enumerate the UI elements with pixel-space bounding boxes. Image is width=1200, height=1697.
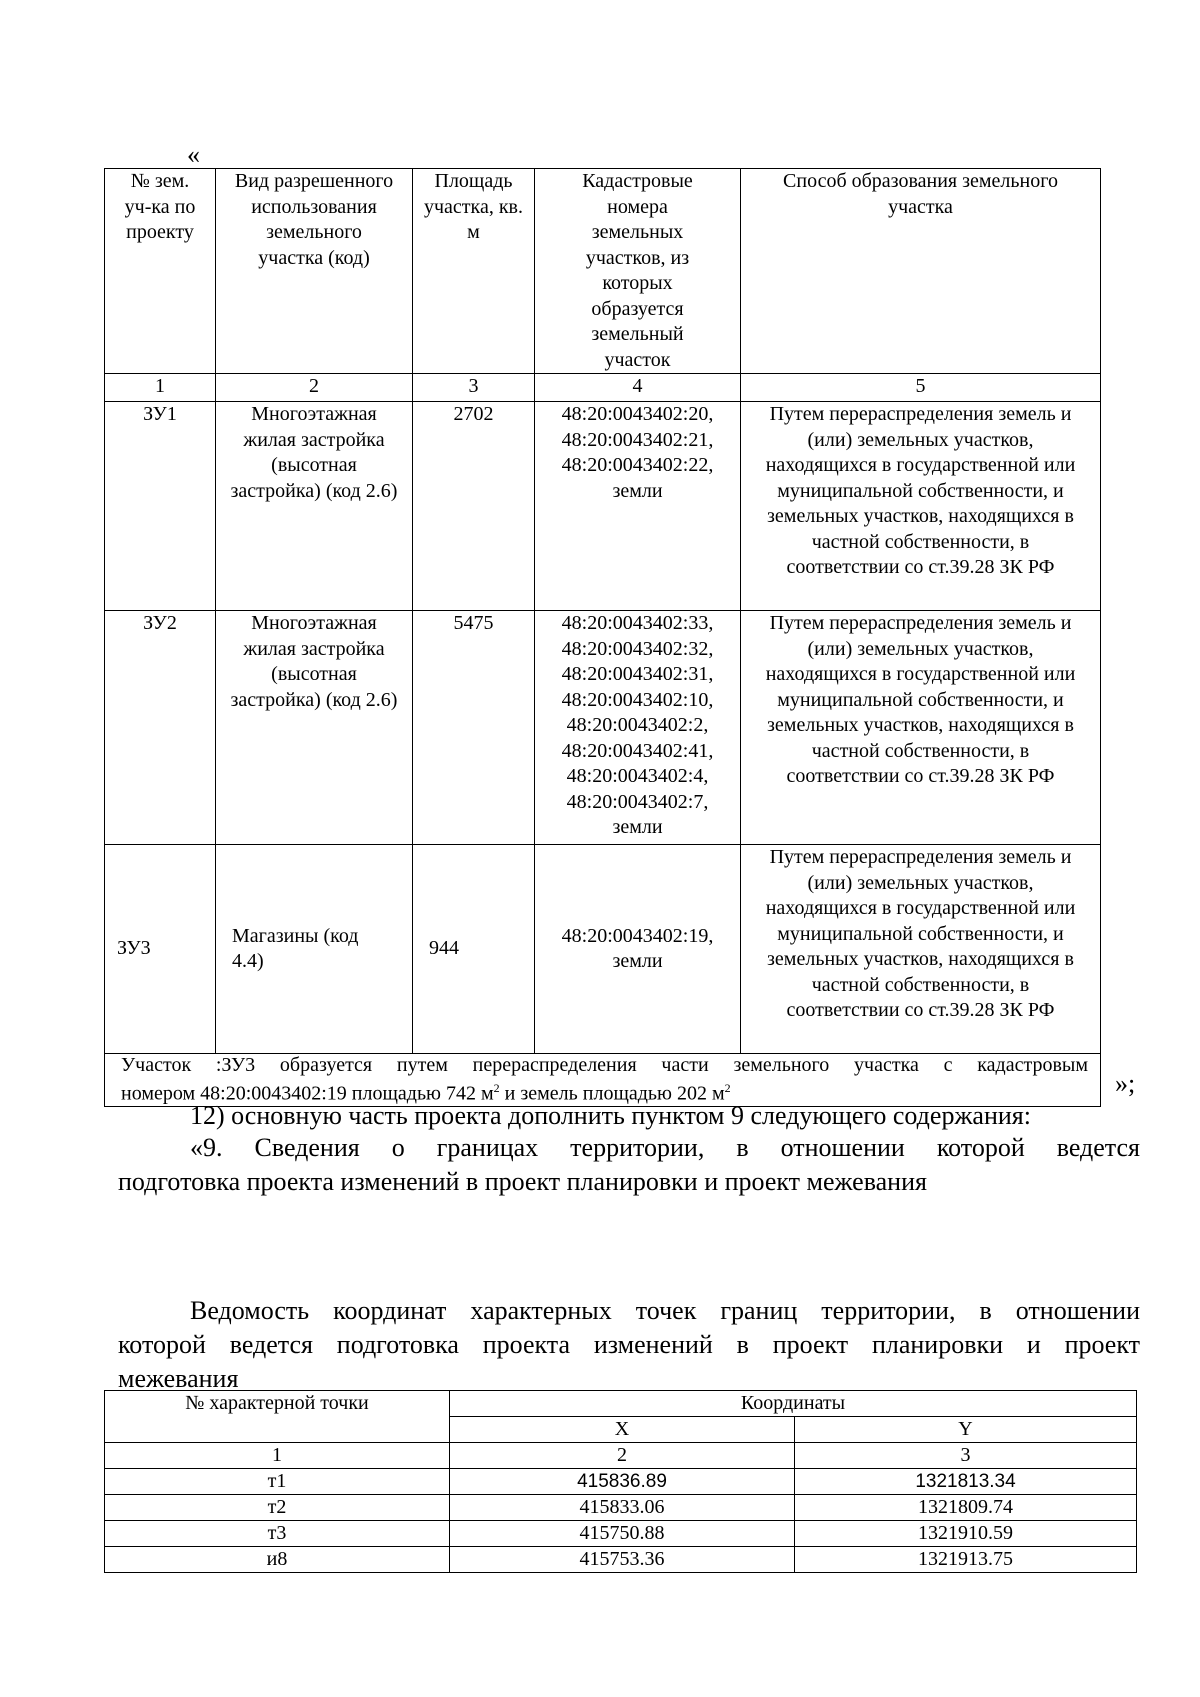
coord-y: 1321813.34 <box>795 1469 1137 1495</box>
col-number: 4 <box>535 374 741 402</box>
point-id: т1 <box>105 1469 450 1495</box>
header-plot-number: № зем. уч-ка по проекту <box>105 169 216 374</box>
permitted-use: Многоэтажная жилая застройка (высотная застройка) (код 2.6) <box>216 611 413 845</box>
plot-area: 5475 <box>413 611 535 845</box>
col-number: 3 <box>413 374 535 402</box>
col-number: 2 <box>216 374 413 402</box>
paragraph-9-line-2: подготовка проекта изменений в проект планировки и проект межевания <box>118 1167 927 1196</box>
point-id: и8 <box>105 1547 450 1573</box>
coordinates-heading-line-1: Ведомость координат характерных точек границ территории, в отношении <box>190 1296 1140 1325</box>
permitted-use: Многоэтажная жилая застройка (высотная застройка) (код 2.6) <box>216 402 413 611</box>
coord-y: 1321910.59 <box>795 1521 1137 1547</box>
coordinates-heading-line-2: которой ведется подготовка проекта изменений в проект планировки и проект <box>118 1330 1140 1359</box>
header-permitted-use: Вид разрешенного использования земельного участка (код) <box>216 169 413 374</box>
table-row <box>105 1495 1137 1521</box>
paragraph-9-line-1: «9. Сведения о границах территории, в отношении которой ведется <box>190 1133 1140 1162</box>
col-number: 2 <box>450 1443 795 1469</box>
paragraph-12: 12) основную часть проекта дополнить пунктом 9 следующего содержания: <box>190 1101 1031 1130</box>
col-number: 5 <box>741 374 1101 402</box>
plot-id: ЗУ2 <box>105 611 216 845</box>
cadastral-numbers: 48:20:0043402:20, 48:20:0043402:21, 48:20:0043402:22, земли <box>535 402 741 611</box>
coordinates-heading <box>118 1294 1140 1396</box>
coordinates-header-row <box>105 1391 1137 1417</box>
plot-area: 944 <box>413 845 535 1054</box>
formation-method: Путем перераспределения земель и (или) земельных участков, находящихся в государственной или муниципальной собственности, и земельных участков, находящихся в частной собственности, в соответствии со ст.39.28 ЗК РФ <box>741 611 1101 845</box>
column-number-row <box>105 374 1101 402</box>
cadastral-numbers: 48:20:0043402:19, земли <box>535 845 741 1054</box>
formation-method: Путем перераспределения земель и (или) земельных участков, находящихся в государственной или муниципальной собственности, и земельных участков, находящихся в частной собственности, в соответствии со ст.39.28 ЗК РФ <box>741 845 1101 1054</box>
col-number: 1 <box>105 374 216 402</box>
point-id: т3 <box>105 1521 450 1547</box>
header-cadastral-numbers: Кадастровые номера земельных участков, из которых образуется земельный участок <box>535 169 741 374</box>
coord-y: 1321809.74 <box>795 1495 1137 1521</box>
header-area: Площадь участка, кв. м <box>413 169 535 374</box>
table-row <box>105 845 1101 1054</box>
header-y: Y <box>795 1417 1137 1443</box>
header-formation-method: Способ образования земельного участка <box>741 169 1101 374</box>
table-header-row <box>105 169 1101 374</box>
plot-id: ЗУ1 <box>105 402 216 611</box>
note-line-1: Участок :ЗУ3 образуется путем перераспределения части земельного участка с кадастровым <box>121 1054 1088 1076</box>
table-row <box>105 611 1101 845</box>
coord-x: 415833.06 <box>450 1495 795 1521</box>
opening-quote: « <box>187 140 200 169</box>
paragraph-9 <box>118 1131 1140 1199</box>
table-row <box>105 402 1101 611</box>
point-id: т2 <box>105 1495 450 1521</box>
coordinates-heading-line-3: межевания <box>118 1364 239 1393</box>
formation-method: Путем перераспределения земель и (или) земельных участков, находящихся в государственной или муниципальной собственности, и земельных участков, находящихся в частной собственности, в соответствии со ст.39.28 ЗК РФ <box>741 402 1101 611</box>
plot-area: 2702 <box>413 402 535 611</box>
header-point-number: № характерной точки <box>105 1391 450 1443</box>
note-line-2: номером 48:20:0043402:19 площадью 742 $м^2$ и земель площадью 202 $м^2$ <box>121 1081 731 1105</box>
permitted-use: Магазины (код 4.4) <box>216 845 413 1054</box>
plot-id: ЗУ3 <box>105 845 216 1054</box>
coord-x: 415750.88 <box>450 1521 795 1547</box>
coord-x: 415753.36 <box>450 1547 795 1573</box>
coord-y: 1321913.75 <box>795 1547 1137 1573</box>
table-row <box>105 1469 1137 1495</box>
closing-quote: »; <box>1115 1069 1136 1098</box>
col-number: 1 <box>105 1443 450 1469</box>
col-number: 3 <box>795 1443 1137 1469</box>
header-coordinates: Координаты <box>450 1391 1137 1417</box>
coordinates-table <box>104 1390 1137 1573</box>
column-number-row <box>105 1443 1137 1469</box>
coord-x: 415836.89 <box>450 1469 795 1495</box>
cadastral-numbers: 48:20:0043402:33, 48:20:0043402:32, 48:20:0043402:31, 48:20:0043402:10, 48:20:0043402:2, 48:20:0043402:41, 48:20:0043402:4, 48:20:0043402:7, земли <box>535 611 741 845</box>
header-x: X <box>450 1417 795 1443</box>
table-row <box>105 1521 1137 1547</box>
table-row <box>105 1547 1137 1573</box>
land-plots-table <box>104 168 1101 1107</box>
